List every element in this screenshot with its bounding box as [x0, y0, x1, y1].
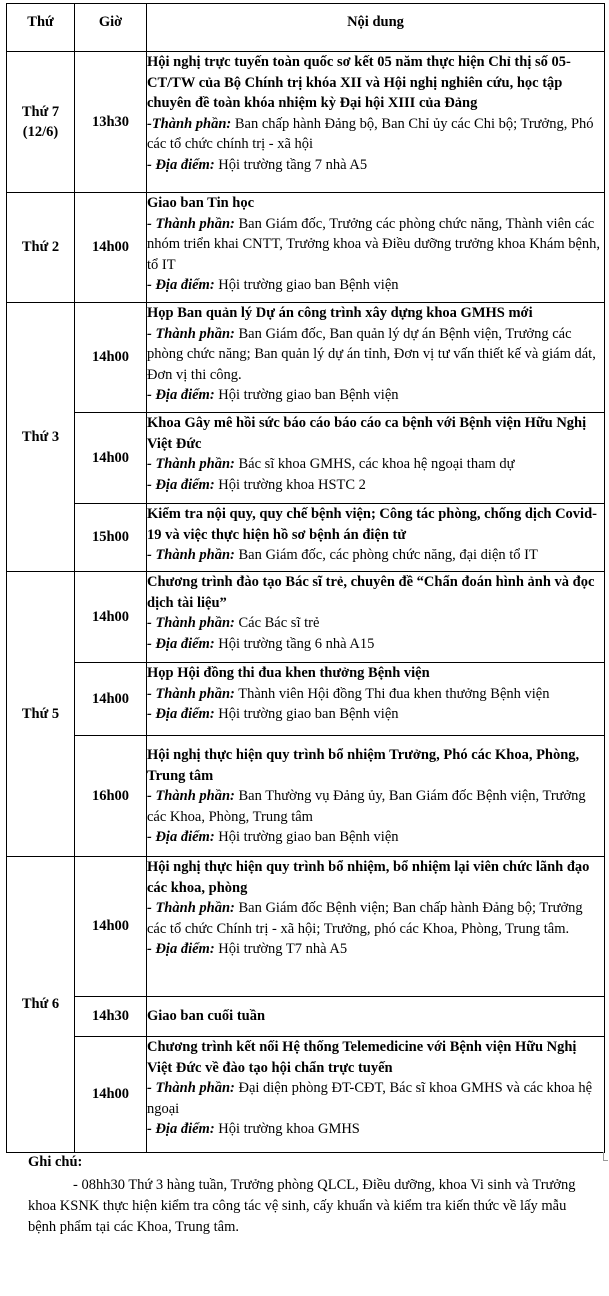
event-content — [147, 663, 605, 736]
event-content — [147, 193, 605, 303]
event-content — [147, 504, 605, 572]
participants-label: - Thành phần: — [147, 685, 235, 702]
event-title: Hội nghị trực tuyến toàn quốc sơ kết 05 năm thực hiện Chỉ thị số 05-CT/TW của Bộ Chính trị khóa XII và Hội nghị nghiên cứu, học tập chuyên đề toàn khóa nhiệm kỳ Đại hội XIII của Đảng — [147, 54, 571, 111]
note-heading: Ghi chú: — [28, 1154, 83, 1170]
time-cell: 14h00 — [75, 303, 147, 413]
event-title: Chương trình đào tạo Bác sĩ trẻ, chuyên đề “Chẩn đoán hình ảnh và đọc dịch tài liệu” — [147, 574, 595, 611]
note-section — [28, 1152, 588, 1238]
event-location: Hội trường tầng 6 nhà A15 — [218, 635, 375, 652]
event-participants: Ban Giám đốc Bệnh viện; Ban chấp hành Đảng bộ; Trưởng các tổ chức Chính trị - xã hội; Trưởng, phó các Khoa, Phòng, Trung tâm. — [147, 900, 583, 937]
event-participants: Ban Giám đốc, Trưởng các phòng chức năng, Thành viên các nhóm triển khai CNTT, Trưởng khoa và Điều dưỡng trưởng khoa Khám bệnh, tổ IT — [147, 215, 601, 273]
location-label: - Địa điểm: — [147, 829, 215, 845]
header-time: Giờ — [75, 4, 147, 52]
event-content — [147, 997, 605, 1037]
event-location: Hội trường giao ban Bệnh viện — [218, 387, 399, 403]
participants-label: - Thành phần: — [147, 215, 235, 232]
time-cell: 13h30 — [75, 52, 147, 193]
event-row — [7, 663, 605, 736]
event-title: Khoa Gây mê hồi sức báo cáo báo cáo ca bệnh với Bệnh viện Hữu Nghị Việt Đức — [147, 415, 587, 452]
header-content: Nội dung — [147, 4, 605, 52]
event-location: Hội trường giao ban Bệnh viện — [218, 829, 399, 845]
day-label: Thứ 7 — [21, 103, 60, 120]
day-date: (12/6) — [22, 124, 59, 140]
event-row — [7, 572, 605, 663]
location-label: - Địa điểm: — [147, 706, 215, 722]
location-label: - Địa điểm: — [147, 1121, 215, 1137]
event-location: Hội trường khoa GMHS — [218, 1121, 360, 1137]
event-participants: Các Bác sĩ trẻ — [238, 615, 320, 631]
event-title: Hội nghị thực hiện quy trình bổ nhiệm Trưởng, Phó các Khoa, Phòng, Trung tâm — [147, 747, 580, 784]
event-title: Họp Hội đồng thi đua khen thưởng Bệnh viện — [147, 665, 430, 681]
event-content — [147, 1037, 605, 1153]
event-row — [7, 504, 605, 572]
day-label: Thứ 2 — [21, 239, 60, 256]
event-title: Giao ban cuối tuần — [147, 1008, 266, 1025]
event-location: Hội trường khoa HSTC 2 — [218, 476, 366, 493]
participants-label: - Thành phần: — [147, 615, 235, 631]
day-cell — [7, 572, 75, 857]
event-title: Kiểm tra nội quy, quy chế bệnh viện; Công tác phòng, chống dịch Covid-19 và việc thực hiện hồ sơ bệnh án điện tử — [147, 506, 597, 543]
event-title: Họp Ban quản lý Dự án công trình xây dựng khoa GMHS mới — [147, 305, 533, 321]
event-row — [7, 413, 605, 504]
participants-label: -Thành phần: — [147, 115, 232, 132]
participants-label: - Thành phần: — [147, 456, 235, 472]
event-content — [147, 857, 605, 997]
time-cell: 15h00 — [75, 504, 147, 572]
participants-label: - Thành phần: — [147, 325, 235, 342]
event-title: Giao ban Tin học — [147, 195, 255, 211]
participants-label: - Thành phần: — [147, 547, 235, 563]
event-content — [147, 736, 605, 857]
day-cell — [7, 52, 75, 193]
event-participants: Bác sĩ khoa GMHS, các khoa hệ ngoại tham dự — [238, 456, 515, 472]
participants-label: - Thành phần: — [147, 1080, 235, 1096]
event-location: Hội trường giao ban Bệnh viện — [218, 706, 399, 722]
day-cell — [7, 857, 75, 1153]
location-label: - Địa điểm: — [147, 941, 215, 957]
event-title: Chương trình kết nối Hệ thống Telemedicine với Bệnh viện Hữu Nghị Việt Đức về đào tạo hội chẩn trực tuyến — [147, 1039, 577, 1076]
event-content — [147, 413, 605, 504]
event-location: Hội trường giao ban Bệnh viện — [218, 277, 399, 293]
location-label: - Địa điểm: — [147, 476, 215, 493]
event-participants: Thành viên Hội đồng Thi đua khen thưởng Bệnh viện — [238, 685, 550, 702]
time-cell: 14h00 — [75, 413, 147, 504]
event-participants: Ban Thường vụ Đảng ủy, Ban Giám đốc Bệnh viện, Trưởng các Khoa, Phòng, Trung tâm — [147, 788, 586, 825]
event-title: Hội nghị thực hiện quy trình bổ nhiệm, bổ nhiệm lại viên chức lãnh đạo các khoa, phòng — [147, 859, 590, 896]
event-location: Hội trường tầng 7 nhà A5 — [218, 156, 368, 173]
event-content — [147, 572, 605, 663]
event-row — [7, 997, 605, 1037]
time-cell: 16h00 — [75, 736, 147, 857]
location-label: - Địa điểm: — [147, 277, 215, 293]
header-row — [7, 4, 605, 52]
event-participants: Ban Giám đốc, các phòng chức năng, đại diện tổ IT — [238, 547, 538, 563]
time-cell: 14h30 — [75, 997, 147, 1037]
time-cell: 14h00 — [75, 193, 147, 303]
event-row — [7, 1037, 605, 1153]
event-participants: Ban Giám đốc, Ban quản lý dự án Bệnh viện, Trưởng các phòng chức năng; Ban quản lý dự án tỉnh, Đơn vị tư vấn thiết kế và giám dát, Đơn vị thi công. — [147, 325, 596, 383]
time-cell: 14h00 — [75, 663, 147, 736]
location-label: - Địa điểm: — [147, 635, 215, 652]
event-participants: Ban chấp hành Đảng bộ, Ban Chỉ ủy các Chi bộ; Trưởng, Phó các tổ chức chính trị - xã hội — [147, 115, 594, 152]
event-row — [7, 193, 605, 303]
time-cell: 14h00 — [75, 1037, 147, 1153]
time-cell: 14h00 — [75, 857, 147, 997]
note-text: - 08hh30 Thứ 3 hàng tuần, Trưởng phòng QLCL, Điều dưỡng, khoa Vi sinh và Trưởng khoa KSNK thực hiện kiểm tra công tác vệ sinh, cấy khuẩn và kiểm tra kiến thức về lấy mẫu bệnh phẩm tại các Khoa, Trung tâm. — [28, 1177, 576, 1235]
participants-label: - Thành phần: — [147, 900, 235, 916]
event-participants: Đại diện phòng ĐT-CĐT, Bác sĩ khoa GMHS và các khoa hệ ngoại — [147, 1080, 593, 1117]
event-location: Hội trường T7 nhà A5 — [218, 941, 348, 957]
page-edge-mark — [603, 1152, 608, 1161]
day-label: Thứ 5 — [21, 705, 60, 722]
event-row — [7, 303, 605, 413]
participants-label: - Thành phần: — [147, 788, 235, 804]
time-cell: 14h00 — [75, 572, 147, 663]
event-row — [7, 52, 605, 193]
event-row — [7, 857, 605, 997]
location-label: - Địa điểm: — [147, 387, 215, 403]
day-label: Thứ 6 — [21, 996, 60, 1013]
day-cell — [7, 193, 75, 303]
event-content — [147, 303, 605, 413]
event-content — [147, 52, 605, 193]
day-label: Thứ 3 — [21, 428, 60, 445]
location-label: - Địa điểm: — [147, 156, 215, 173]
event-row — [7, 736, 605, 857]
day-cell — [7, 303, 75, 572]
schedule-table — [6, 3, 605, 1153]
header-day: Thứ — [7, 4, 75, 52]
